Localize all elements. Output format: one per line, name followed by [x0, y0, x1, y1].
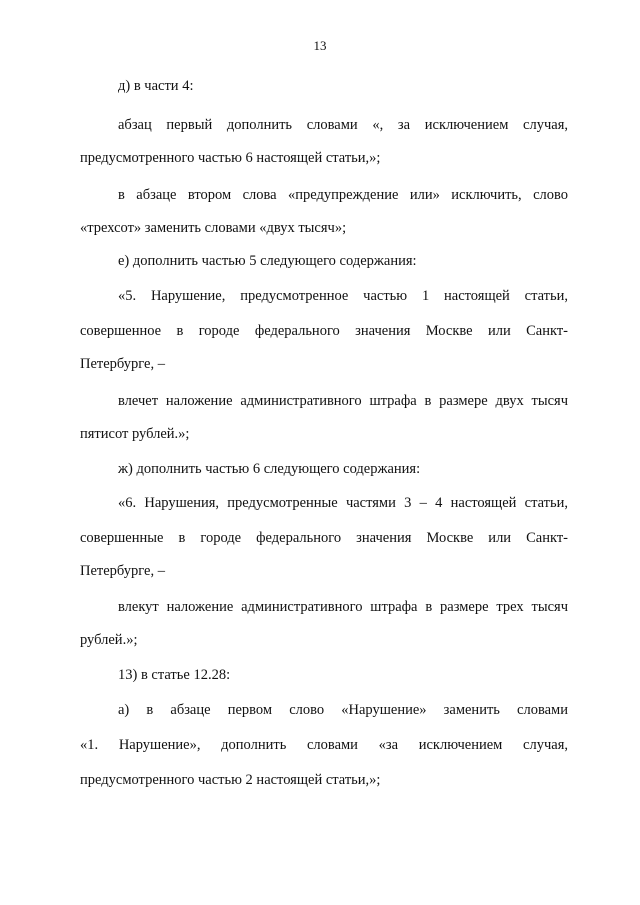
text-line: д) в части 4:: [118, 78, 194, 94]
text-line: предусмотренного частью 2 настоящей статьи,»;: [80, 772, 381, 788]
text-line: Петербурге, –: [80, 563, 165, 579]
text-line: «1. Нарушение», дополнить словами «за исключением случая,: [80, 737, 568, 753]
page-number: 13: [313, 38, 327, 53]
text-line: совершенные в городе федерального значения Москве или Санкт-: [80, 530, 568, 546]
text-line: «трехсот» заменить словами «двух тысяч»;: [80, 220, 347, 236]
text-line: влекут наложение административного штрафа в размере трех тысяч: [118, 599, 568, 615]
text-line: предусмотренного частью 6 настоящей статьи,»;: [80, 150, 381, 166]
text-line: в абзаце втором слова «предупреждение или» исключить, слово: [118, 187, 568, 203]
text-line: совершенное в городе федерального значения Москве или Санкт-: [80, 323, 568, 339]
text-line: Петербурге, –: [80, 356, 165, 372]
text-line: пятисот рублей.»;: [80, 426, 190, 442]
text-line: е) дополнить частью 5 следующего содержания:: [118, 253, 417, 269]
text-line: «5. Нарушение, предусмотренное частью 1 настоящей статьи,: [118, 288, 568, 304]
text-line: а) в абзаце первом слово «Нарушение» заменить словами: [118, 702, 568, 718]
text-line: абзац первый дополнить словами «, за исключением случая,: [118, 117, 568, 133]
text-line: влечет наложение административного штрафа в размере двух тысяч: [118, 393, 568, 409]
text-line: 13) в статье 12.28:: [118, 667, 231, 683]
text-line: ж) дополнить частью 6 следующего содержания:: [118, 461, 421, 477]
text-line: рублей.»;: [80, 632, 138, 648]
text-line: «6. Нарушения, предусмотренные частями 3 – 4 настоящей статьи,: [118, 495, 568, 511]
